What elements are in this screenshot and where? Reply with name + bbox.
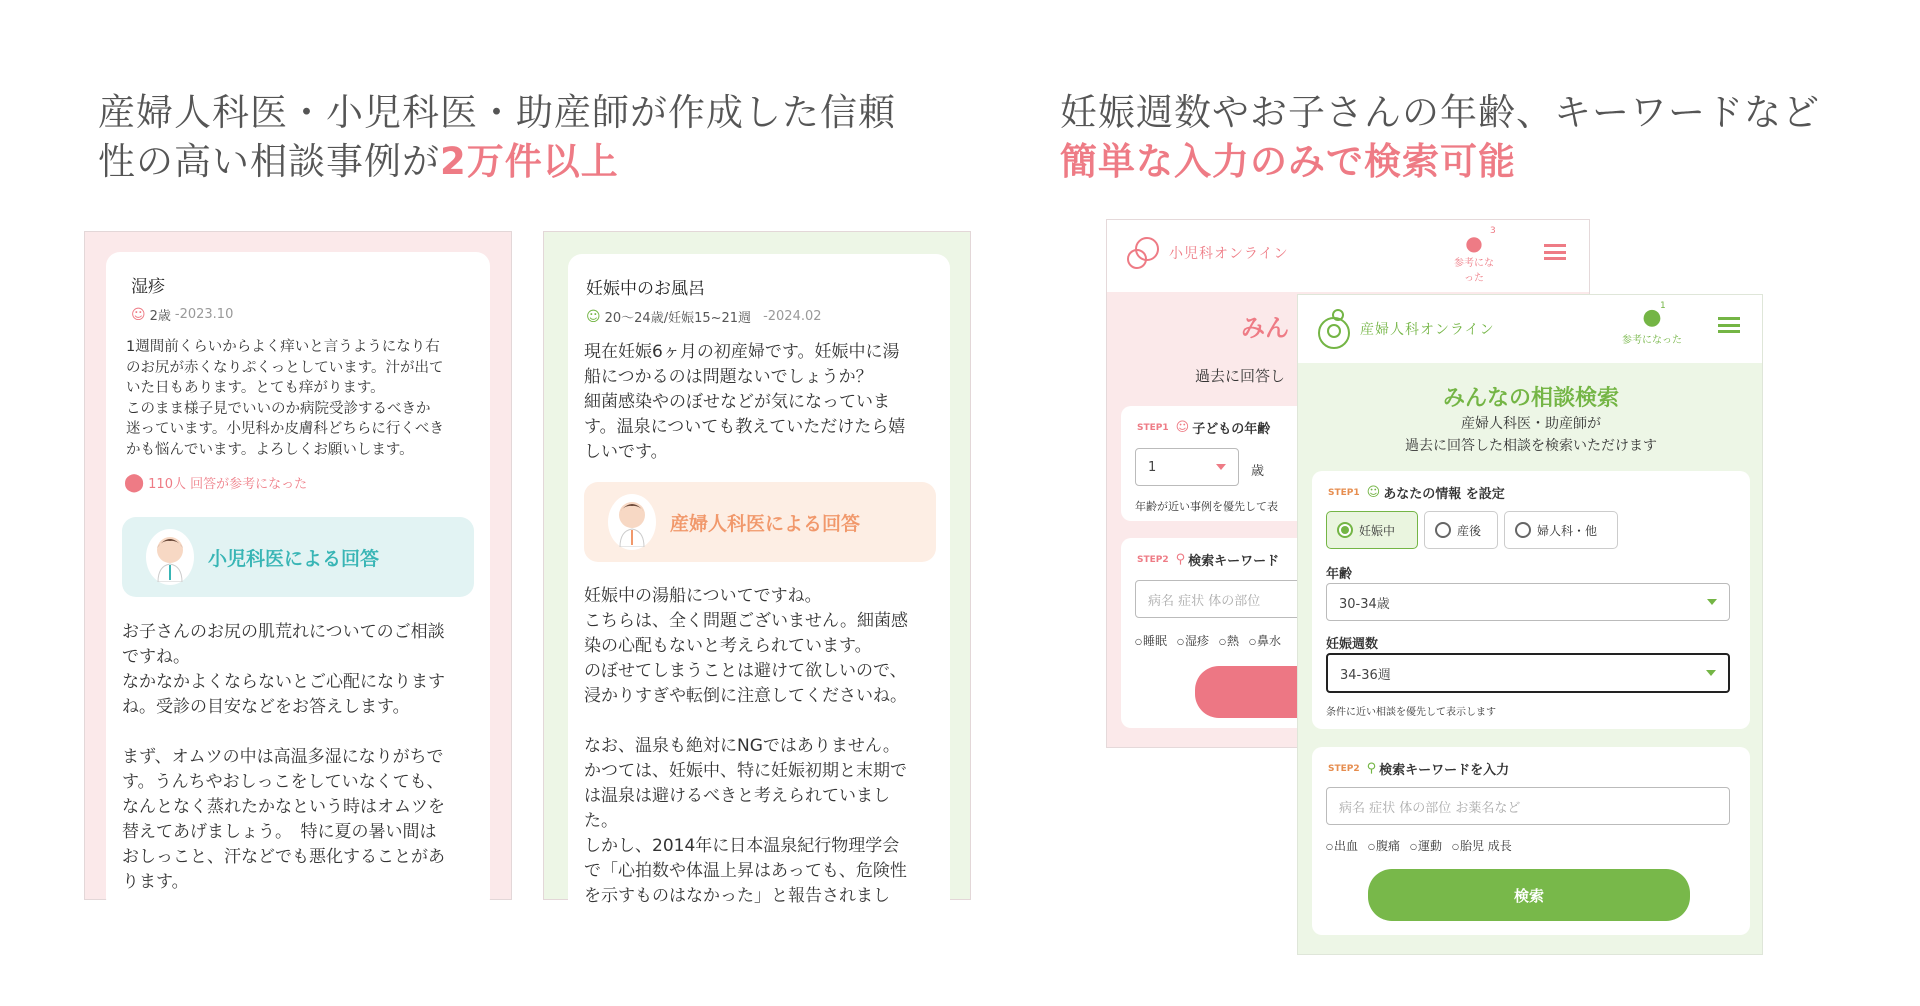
chevron-down-icon bbox=[1706, 670, 1716, 676]
helpful-link-label: 参考になった bbox=[1454, 258, 1494, 284]
search-subtitle-1: 産婦人科医・助産師が bbox=[1461, 416, 1601, 432]
step1-label bbox=[1137, 418, 1270, 437]
answer-body: お子さんのお尻の肌荒れについてのご相談 ですね。 なかなかよくならないとご心配になります ね。受診の目安などをお答えします。 まず、オムツの中は高温多湿になりがちで す。うんちやおしっこをしていなくても、 なんとなく蒸れたかなという時はオムツを 替えてあげましょう。 特に夏の暑い間は おしっこと、汗などでも悪化することがあ ります。 bbox=[122, 622, 445, 892]
keyword-tags bbox=[1326, 837, 1512, 854]
age-value: 30-34歳 bbox=[1339, 596, 1390, 612]
search-subtitle: 過去に回答し bbox=[1195, 367, 1286, 385]
helpful-badge: 3 bbox=[1490, 226, 1496, 236]
answer-body: 妊娠中の湯船についてですね。 こちらは、全く問題ございません。細菌感 染の心配もないと考えられています。 のぼせてしまうことは避けて欲しいので、 浸かりすぎや転倒に注意してくださいね。 なお、温泉も絶対にNGではありません。 かつては、妊娠中、特に妊娠初期と末期で は温泉は避けるべきと考えられていまし た。 しかし、2014年に日本温泉紀行物理学会 で「心拍数や体温上昇はあっても、危険性 を示すものはなかった」と報告されまし bbox=[584, 586, 909, 906]
keyword-tag[interactable]: ○ 胎児 成長 bbox=[1452, 837, 1512, 854]
pediatric-brand[interactable] bbox=[1125, 234, 1289, 272]
child-age-value: 1 bbox=[1148, 459, 1157, 475]
keyword-tag[interactable]: ○ 湿疹 bbox=[1177, 632, 1209, 649]
search-input[interactable] bbox=[1326, 787, 1730, 825]
helpful-count[interactable] bbox=[124, 472, 307, 493]
card-pediatric-frame bbox=[84, 231, 512, 900]
search-input-placeholder: 病名 症状 体の部位 お薬名など bbox=[1339, 800, 1521, 816]
step2-tag: STEP2 bbox=[1137, 554, 1169, 565]
menu-icon[interactable] bbox=[1544, 244, 1566, 260]
right-headline-highlight: 簡単な入力のみで検索可能 bbox=[1060, 140, 1516, 183]
step2-label bbox=[1328, 759, 1509, 778]
lightbulb-icon: ● bbox=[1642, 305, 1662, 330]
doctor-avatar-icon bbox=[146, 529, 194, 585]
obstetric-brand-label: 産婦人科オンライン bbox=[1360, 322, 1495, 338]
helpful-link[interactable] bbox=[1622, 305, 1682, 346]
question-title: 湿疹 bbox=[131, 277, 165, 297]
left-headline-line2-text: 性の高い相談事例が bbox=[98, 140, 440, 183]
obstetric-logo-icon bbox=[1314, 307, 1354, 351]
radio-unselected-icon bbox=[1435, 522, 1451, 538]
keyword-tag[interactable]: ○ 睡眠 bbox=[1135, 632, 1167, 649]
person-icon: ☺ bbox=[131, 306, 146, 323]
lightbulb-icon: ⬤ bbox=[124, 472, 145, 493]
keyword-tag[interactable]: ○ 運動 bbox=[1410, 837, 1442, 854]
step2-text: 検索キーワード bbox=[1188, 554, 1280, 569]
answer-banner-label: 小児科医による回答 bbox=[208, 547, 380, 570]
question-meta bbox=[131, 305, 233, 324]
doctor-avatar-icon bbox=[608, 494, 656, 550]
keyword-tag[interactable]: ○ 出血 bbox=[1326, 837, 1358, 854]
age-note: 年齢が近い事例を優先して表 bbox=[1135, 500, 1278, 513]
card-obstetric bbox=[568, 254, 950, 914]
search-title: みんなの相談検索 bbox=[1442, 386, 1619, 411]
left-headline-highlight: 2万件以上 bbox=[440, 140, 619, 183]
keyword-tag[interactable]: ○ 腹痛 bbox=[1368, 837, 1400, 854]
radio-pregnant[interactable] bbox=[1326, 511, 1418, 549]
weeks-value: 34-36週 bbox=[1340, 667, 1391, 683]
step2-label bbox=[1137, 550, 1279, 569]
question-body: 1週間前くらいからよく痒いと言うようになり右 のお尻が赤くなりぷくっとしています。汁が出て いた日もあります。とても痒がります。 このまま様子見でいいのか病院受診するべきか 迷っています。小児科か皮膚科どちらに行くべき かも悩んでいます。よろしくお願いします。 bbox=[126, 339, 444, 458]
step1-label bbox=[1328, 483, 1505, 502]
step2-tag: STEP2 bbox=[1328, 763, 1360, 774]
helpful-count-label: 110人 回答が参考になった bbox=[148, 477, 308, 492]
weeks-select[interactable] bbox=[1326, 653, 1730, 693]
keyword-tags bbox=[1135, 632, 1281, 649]
question-title: 妊娠中のお風呂 bbox=[586, 279, 705, 299]
menu-icon[interactable] bbox=[1718, 317, 1740, 333]
obstetric-search-screen bbox=[1297, 294, 1763, 955]
radio-postpartum[interactable] bbox=[1424, 511, 1498, 549]
step1-tag: STEP1 bbox=[1328, 487, 1360, 498]
question-date: -2023.10 bbox=[174, 307, 234, 322]
condition-note: 条件に近い相談を優先して表示します bbox=[1326, 707, 1496, 718]
left-headline bbox=[98, 88, 958, 186]
step1-tag: STEP1 bbox=[1137, 422, 1169, 433]
age-label: 年齢 bbox=[1326, 567, 1353, 582]
person-icon: ☺ bbox=[1175, 420, 1190, 435]
question-date: -2024.02 bbox=[763, 309, 822, 324]
card-obstetric-frame bbox=[543, 231, 971, 906]
obstetric-brand[interactable] bbox=[1314, 307, 1495, 351]
pediatric-logo-icon bbox=[1125, 234, 1163, 272]
answer-banner-pediatrician bbox=[122, 517, 474, 597]
left-headline-line2 bbox=[98, 137, 958, 186]
step2-panel bbox=[1312, 747, 1750, 935]
age-unit: 歳 bbox=[1251, 464, 1265, 479]
weeks-label: 妊娠週数 bbox=[1326, 637, 1379, 652]
radio-unselected-icon bbox=[1515, 522, 1531, 538]
answer-banner-label: 産婦人科医による回答 bbox=[670, 512, 861, 535]
child-age: 2歳 bbox=[149, 309, 171, 324]
radio-label: 産後 bbox=[1457, 523, 1482, 538]
lightbulb-icon: ● bbox=[1465, 231, 1483, 255]
radio-gynecology[interactable] bbox=[1504, 511, 1618, 549]
helpful-link[interactable] bbox=[1450, 232, 1498, 284]
search-button[interactable]: 検索 bbox=[1368, 869, 1690, 921]
pediatric-brand-label: 小児科オンライン bbox=[1169, 246, 1289, 262]
left-headline-line1: 産婦人科医・小児科医・助産師が作成した信頼 bbox=[98, 91, 896, 134]
helpful-badge: 1 bbox=[1660, 301, 1666, 311]
right-headline bbox=[1060, 88, 1900, 186]
search-icon: ⚲ bbox=[1175, 552, 1186, 567]
question-body: 現在妊娠6ヶ月の初産婦です。妊娠中に湯 船につかるのは問題ないでしょうか？ 細菌感染やのぼせなどが気になっていま す。温泉についても教えていただけたら嬉 しいです。 bbox=[584, 342, 906, 462]
step1-text: 子どもの年齢 bbox=[1192, 422, 1271, 437]
helpful-link-label: 参考になった bbox=[1622, 335, 1682, 346]
chevron-down-icon bbox=[1216, 464, 1226, 470]
answer-banner-obstetrician bbox=[584, 482, 936, 562]
search-icon: ⚲ bbox=[1366, 761, 1377, 776]
person-icon: ☺ bbox=[1366, 485, 1381, 500]
radio-selected-icon bbox=[1337, 522, 1353, 538]
card-pediatric bbox=[106, 252, 490, 912]
question-meta bbox=[586, 307, 822, 326]
radio-label: 婦人科・他 bbox=[1537, 523, 1598, 538]
age-weeks: 20〜24歳/妊娠15~21週 bbox=[604, 311, 752, 326]
search-input-placeholder: 病名 症状 体の部位 bbox=[1148, 593, 1261, 609]
keyword-tag[interactable]: ○ 鼻水 bbox=[1249, 632, 1281, 649]
right-headline-line1: 妊娠週数やお子さんの年齢、キーワードなど bbox=[1060, 91, 1820, 134]
age-select[interactable] bbox=[1326, 583, 1730, 621]
search-title: みん bbox=[1241, 314, 1289, 342]
chevron-down-icon bbox=[1707, 599, 1717, 605]
person-icon: ☺ bbox=[586, 308, 601, 325]
search-subtitle-2: 過去に回答した相談を検索いただけます bbox=[1405, 438, 1657, 454]
step2-text: 検索キーワードを入力 bbox=[1379, 763, 1510, 778]
radio-label: 妊娠中 bbox=[1359, 523, 1396, 538]
child-age-select[interactable] bbox=[1135, 448, 1239, 486]
step1-text: あなたの情報 を設定 bbox=[1383, 487, 1505, 502]
step1-panel bbox=[1312, 471, 1750, 729]
keyword-tag[interactable]: ○ 熱 bbox=[1219, 632, 1239, 649]
